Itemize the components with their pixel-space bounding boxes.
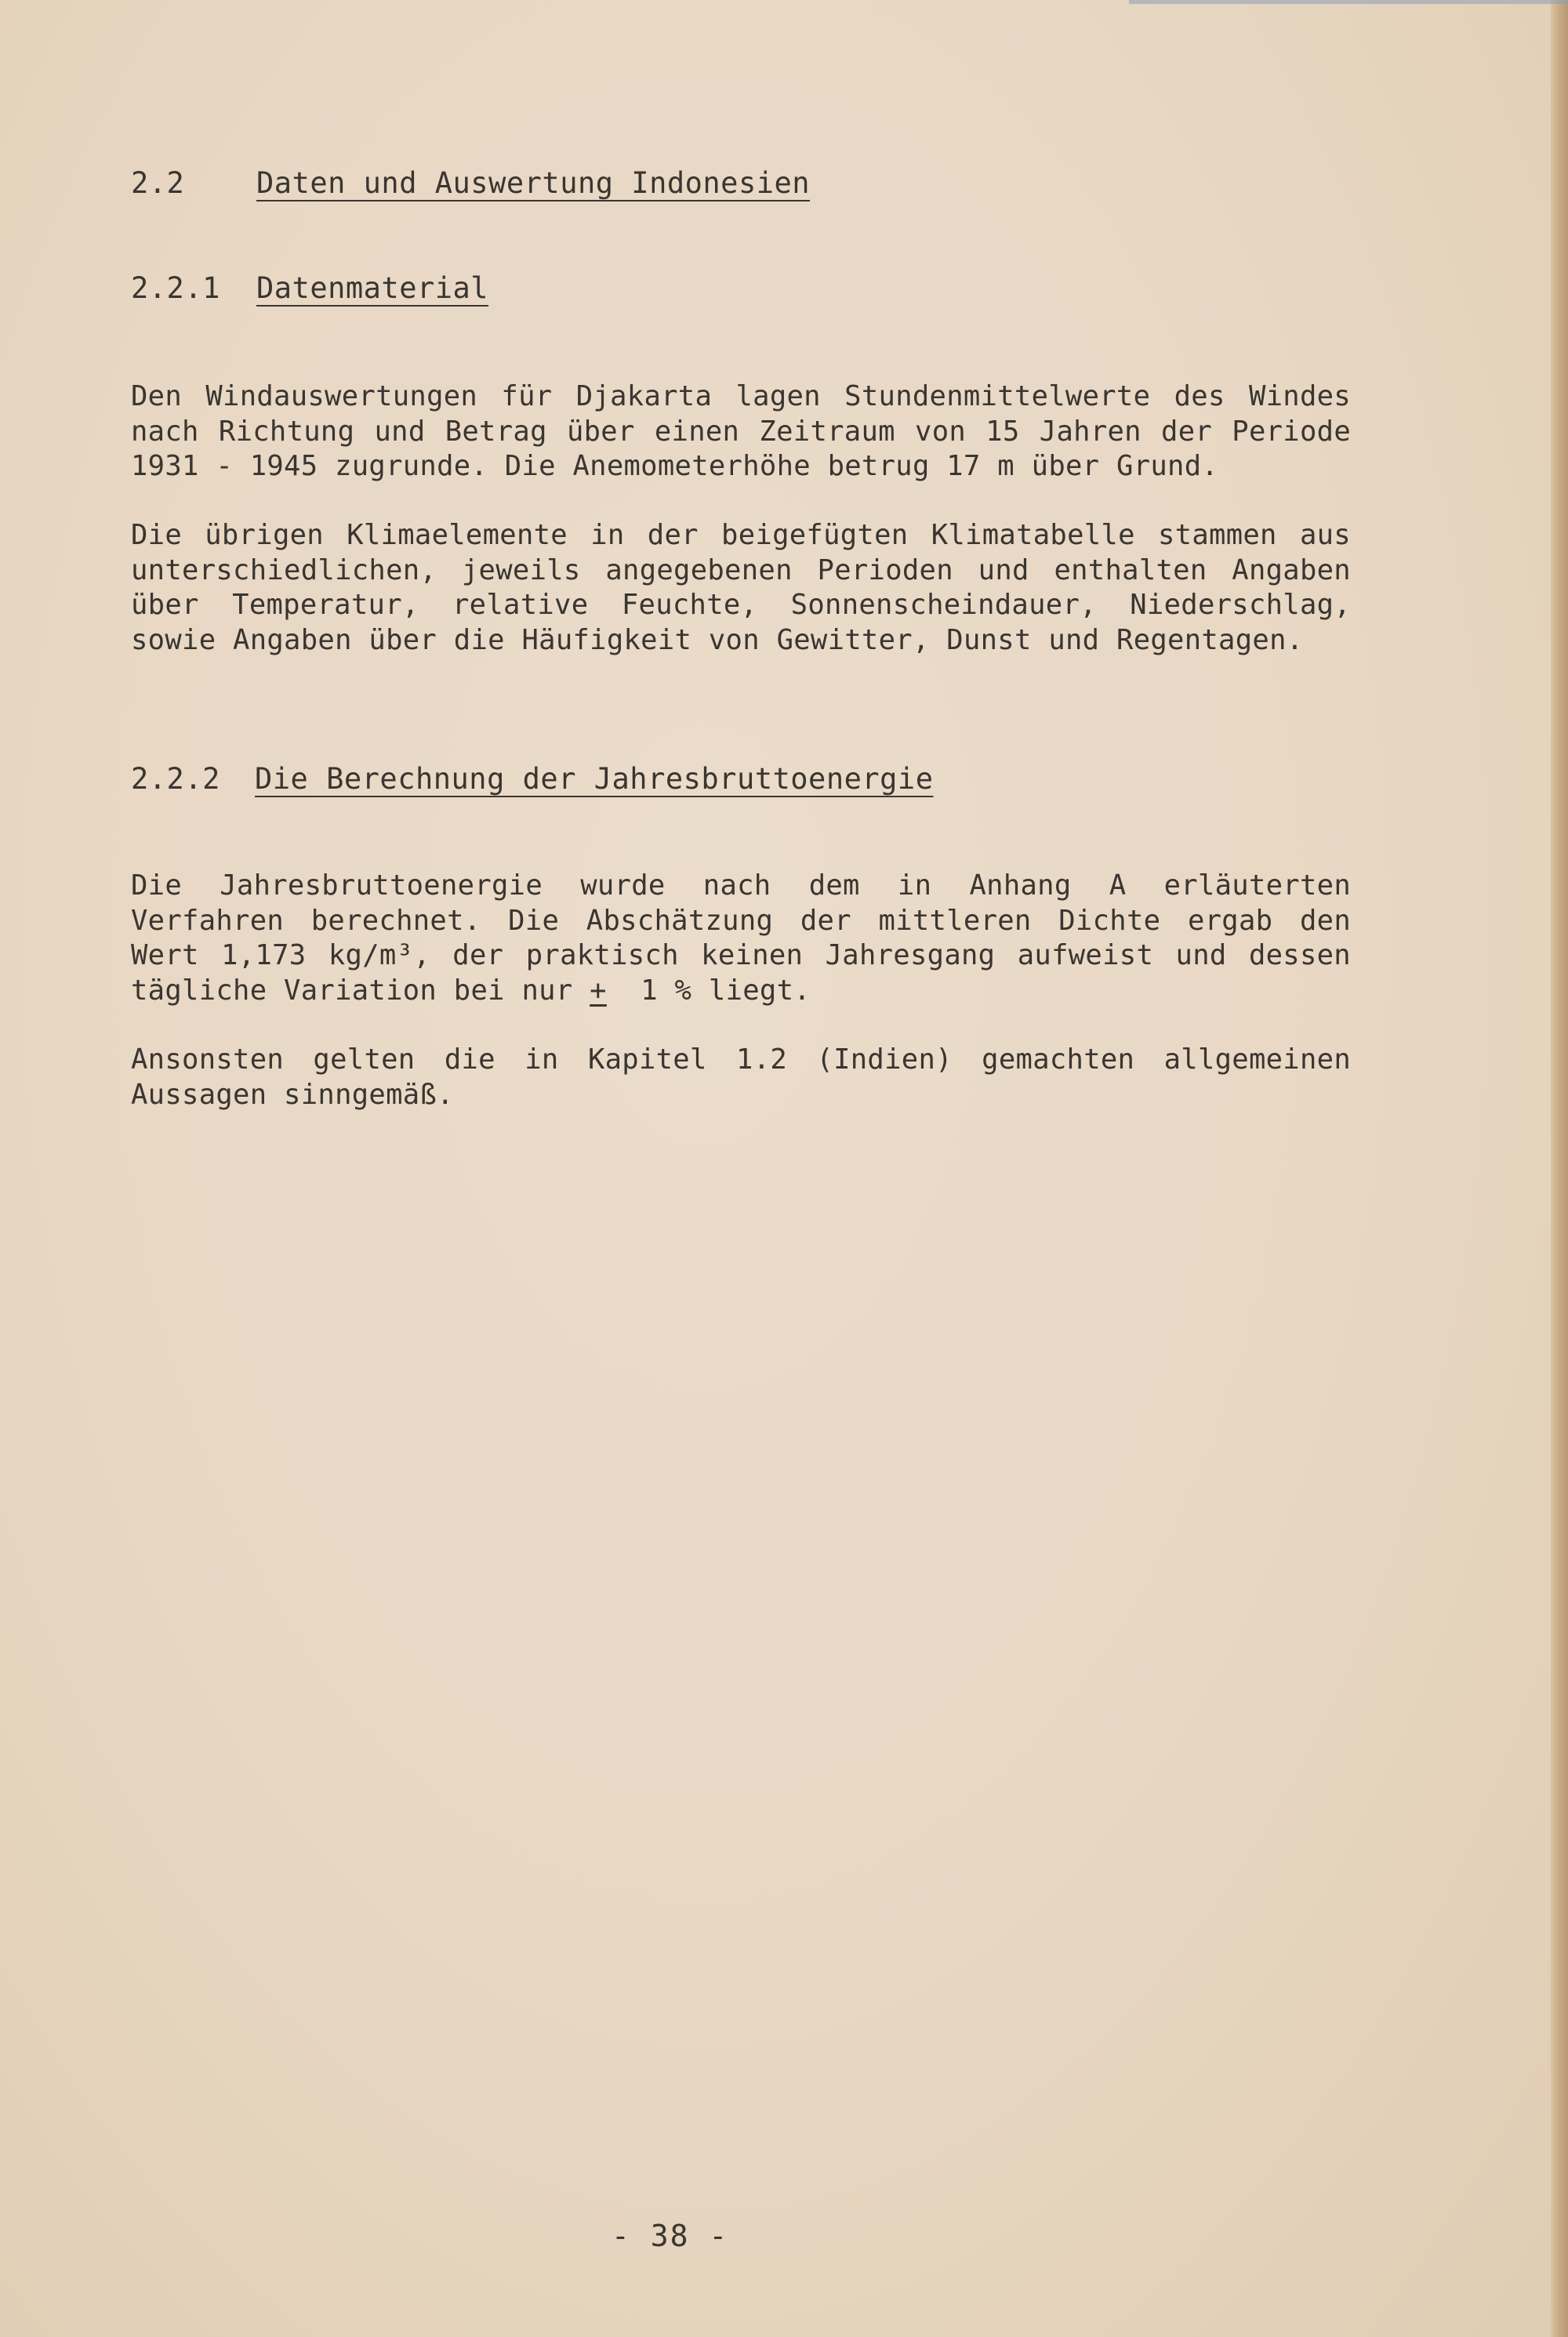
text-fragment: tägliche Variation bei nur — [131, 974, 590, 1007]
text-line: sowie Angaben über die Häufigkeit von Gewitter, Dunst und Regentagen. — [131, 623, 1304, 656]
text-line: Die übrigen Klimaelemente in der beigefügten Klimatabelle stammen aus — [131, 519, 1351, 551]
paragraph-windauswertungen — [131, 379, 1351, 484]
section-number: 2.2.1 — [131, 271, 220, 305]
plus-minus-sign: + — [590, 974, 607, 1007]
paragraph-ansonsten — [131, 1043, 1351, 1112]
page-edge-shadow — [1551, 0, 1568, 2337]
paragraph-klimaelemente — [131, 518, 1351, 658]
text-line: Aussagen sinngemäß. — [131, 1078, 454, 1111]
text-line: Die Jahresbruttoenergie wurde nach dem in Anhang A erläuterten — [131, 869, 1351, 902]
text-line: Wert 1,173 kg/m³, der praktisch keinen Jahresgang aufweist und dessen — [131, 939, 1351, 971]
text-line: 1931 - 1945 zugrunde. Die Anemometerhöhe betrug 17 m über Grund. — [131, 450, 1219, 482]
text-fragment: 1 % liegt. — [606, 974, 811, 1007]
page-number: - 38 - — [612, 2219, 729, 2253]
section-title: Datenmaterial — [256, 271, 489, 305]
text-line: unterschiedlichen, jeweils angegebenen Perioden und enthalten Angaben — [131, 553, 1351, 586]
section-title: Daten und Auswertung Indonesien — [256, 166, 811, 200]
section-number: 2.2.2 — [131, 762, 220, 796]
text-line: Verfahren berechnet. Die Abschätzung der mittleren Dichte ergab den — [131, 904, 1351, 937]
text-line: über Temperatur, relative Feuchte, Sonnenscheindauer, Niederschlag, — [131, 589, 1351, 621]
paragraph-jahresbruttoenergie — [131, 869, 1351, 1008]
scan-edge-line — [1129, 0, 1568, 4]
section-number: 2.2 — [131, 166, 185, 200]
text-line: Ansonsten gelten die in Kapitel 1.2 (Indien) gemachten allgemeinen — [131, 1043, 1351, 1076]
section-title: Die Berechnung der Jahresbruttoenergie — [255, 762, 934, 796]
text-line: nach Richtung und Betrag über einen Zeitraum von 15 Jahren der Periode — [131, 415, 1351, 448]
text-line: Den Windauswertungen für Djakarta lagen Stundenmittelwerte des Windes — [131, 380, 1351, 412]
text-line — [131, 974, 1351, 1009]
